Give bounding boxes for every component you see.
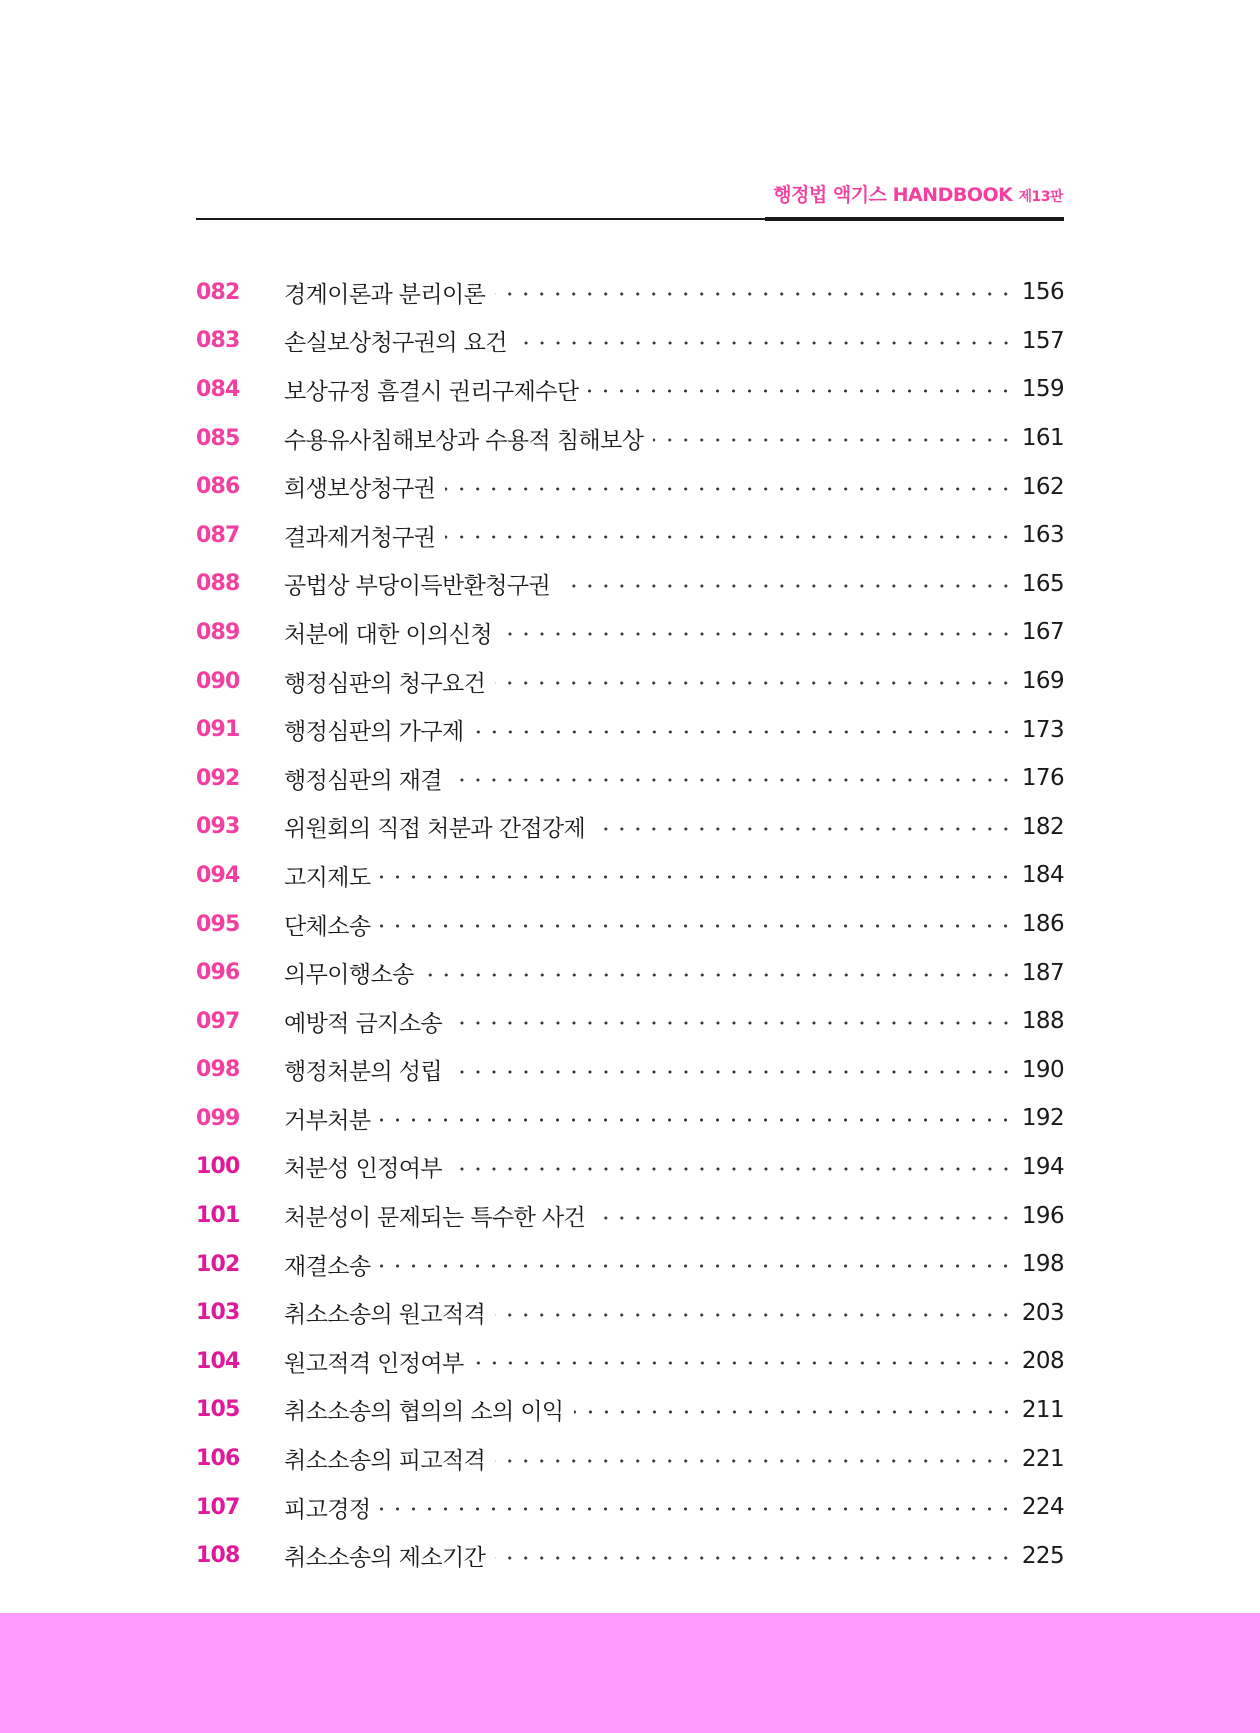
toc-leader-dots	[452, 776, 1014, 784]
toc-entry-page: 208	[1021, 1348, 1064, 1375]
toc-leader-dots	[653, 436, 1014, 444]
toc-entry[interactable]	[196, 560, 1064, 609]
toc-entry-page: 169	[1021, 668, 1064, 695]
toc-leader-dots	[495, 1554, 1014, 1562]
toc-entry-title: 손실보상청구권의 요건	[284, 330, 507, 357]
toc-entry-title: 경계이론과 분리이론	[284, 281, 486, 308]
toc-leader-dots	[445, 533, 1014, 541]
toc-leader-dots	[474, 1359, 1014, 1367]
toc-entry-number: 105	[196, 1397, 240, 1423]
toc-entry-title: 행정심판의 가구제	[284, 719, 464, 746]
toc-entry-page: 194	[1021, 1153, 1064, 1180]
toc-entry-number: 097	[196, 1008, 240, 1034]
running-header	[773, 180, 1063, 210]
toc-leader-dots	[495, 679, 1014, 687]
toc-entry-number: 106	[196, 1446, 240, 1472]
toc-leader-dots	[595, 1214, 1014, 1222]
toc-entry-title: 거부처분	[284, 1107, 371, 1134]
toc-entry-page: 196	[1021, 1202, 1064, 1229]
toc-entry-page: 165	[1021, 570, 1064, 597]
header-rule-accent	[765, 217, 1064, 221]
toc-entry[interactable]	[196, 1143, 1064, 1192]
toc-entry[interactable]	[196, 414, 1064, 463]
table-of-contents	[196, 268, 1064, 1580]
toc-leader-dots	[445, 485, 1014, 493]
toc-entry-page: 225	[1021, 1542, 1064, 1569]
toc-entry-title: 취소소송의 피고적격	[284, 1448, 486, 1475]
toc-entry-page: 157	[1021, 327, 1064, 354]
toc-entry[interactable]	[196, 1191, 1064, 1240]
toc-entry-number: 102	[196, 1251, 240, 1277]
toc-entry-number: 086	[196, 474, 240, 500]
toc-entry-title: 행정심판의 재결	[284, 767, 443, 794]
toc-entry-title: 피고경정	[284, 1496, 371, 1523]
toc-entry-page: 192	[1021, 1105, 1064, 1132]
toc-entry-number: 099	[196, 1105, 240, 1131]
toc-entry[interactable]	[196, 997, 1064, 1046]
toc-leader-dots	[380, 873, 1014, 881]
toc-entry-title: 의무이행소송	[284, 962, 414, 989]
toc-entry-number: 100	[196, 1154, 240, 1180]
toc-entry-title: 보상규정 흠결시 권리구제수단	[284, 378, 579, 405]
toc-leader-dots	[452, 1019, 1014, 1027]
toc-entry-title: 단체소송	[284, 913, 371, 940]
toc-entry[interactable]	[196, 608, 1064, 657]
toc-entry-page: 162	[1021, 473, 1064, 500]
toc-entry[interactable]	[196, 1094, 1064, 1143]
toc-entry-title: 수용유사침해보상과 수용적 침해보상	[284, 427, 644, 454]
toc-leader-dots	[560, 582, 1014, 590]
toc-leader-dots	[380, 1116, 1014, 1124]
toc-entry[interactable]	[196, 268, 1064, 317]
header-handbook-label: HANDBOOK	[892, 184, 1019, 206]
toc-entry-page: 203	[1021, 1299, 1064, 1326]
toc-entry-number: 082	[196, 279, 240, 305]
toc-entry-title: 결과제거청구권	[284, 524, 436, 551]
toc-entry-page: 176	[1021, 765, 1064, 792]
toc-entry-number: 096	[196, 960, 240, 986]
toc-leader-dots	[574, 1408, 1014, 1416]
toc-entry-page: 163	[1021, 522, 1064, 549]
toc-leader-dots	[595, 825, 1014, 833]
toc-entry-number: 090	[196, 668, 240, 694]
toc-entry-number: 089	[196, 619, 240, 645]
toc-entry[interactable]	[196, 1483, 1064, 1532]
toc-entry-number: 087	[196, 522, 240, 548]
toc-entry-title: 위원회의 직접 처분과 간접강제	[284, 816, 586, 843]
toc-entry-title: 희생보상청구권	[284, 476, 436, 503]
toc-entry-number: 095	[196, 911, 240, 937]
toc-entry-page: 167	[1021, 619, 1064, 646]
toc-entry[interactable]	[196, 657, 1064, 706]
toc-leader-dots	[502, 630, 1014, 638]
toc-entry-number: 093	[196, 814, 240, 840]
toc-entry-page: 161	[1021, 425, 1064, 452]
toc-entry[interactable]	[196, 1337, 1064, 1386]
toc-leader-dots	[424, 971, 1014, 979]
toc-leader-dots	[452, 1165, 1014, 1173]
toc-entry-page: 173	[1021, 716, 1064, 743]
toc-entry[interactable]	[196, 851, 1064, 900]
toc-entry-title: 처분에 대한 이의신청	[284, 621, 492, 648]
toc-entry[interactable]	[196, 754, 1064, 803]
toc-entry[interactable]	[196, 1434, 1064, 1483]
toc-leader-dots	[380, 1262, 1014, 1270]
toc-entry-number: 104	[196, 1348, 240, 1374]
toc-entry-page: 211	[1021, 1396, 1064, 1423]
toc-entry[interactable]	[196, 803, 1064, 852]
toc-entry-title: 취소소송의 협의의 소의 이익	[284, 1399, 564, 1426]
toc-leader-dots	[380, 1505, 1014, 1513]
toc-entry-page: 187	[1021, 959, 1064, 986]
toc-entry-page: 198	[1021, 1251, 1064, 1278]
toc-entry-page: 224	[1021, 1494, 1064, 1521]
toc-leader-dots	[495, 290, 1014, 298]
toc-entry-page: 190	[1021, 1056, 1064, 1083]
toc-entry-number: 088	[196, 571, 240, 597]
toc-entry-title: 재결소송	[284, 1253, 371, 1280]
toc-leader-dots	[517, 339, 1014, 347]
toc-entry[interactable]	[196, 317, 1064, 366]
toc-entry-title: 예방적 금지소송	[284, 1010, 443, 1037]
toc-entry[interactable]	[196, 365, 1064, 414]
toc-entry[interactable]	[196, 900, 1064, 949]
toc-entry[interactable]	[196, 1531, 1064, 1580]
toc-entry-title: 처분성 인정여부	[284, 1156, 443, 1183]
header-edition-label: 제13판	[1018, 189, 1063, 205]
toc-leader-dots	[474, 728, 1014, 736]
toc-entry[interactable]	[196, 705, 1064, 754]
toc-entry[interactable]	[196, 511, 1064, 560]
toc-entry-page: 156	[1021, 279, 1064, 306]
toc-entry-page: 159	[1021, 376, 1064, 403]
toc-entry-number: 107	[196, 1494, 240, 1520]
toc-entry-number: 094	[196, 862, 240, 888]
toc-entry-title: 공법상 부당이득반환청구권	[284, 573, 551, 600]
toc-entry[interactable]	[196, 1386, 1064, 1435]
toc-entry-number: 092	[196, 765, 240, 791]
toc-entry[interactable]	[196, 1288, 1064, 1337]
toc-leader-dots	[495, 1311, 1014, 1319]
toc-entry-page: 221	[1021, 1445, 1064, 1472]
toc-leader-dots	[495, 1457, 1014, 1465]
toc-leader-dots	[380, 922, 1014, 930]
toc-entry-title: 행정처분의 성립	[284, 1059, 443, 1086]
toc-entry-title: 취소소송의 제소기간	[284, 1545, 486, 1572]
footer-band	[0, 1613, 1260, 1733]
toc-entry-page: 188	[1021, 1008, 1064, 1035]
toc-leader-dots	[452, 1068, 1014, 1076]
toc-entry-number: 083	[196, 328, 240, 354]
toc-entry-page: 182	[1021, 813, 1064, 840]
toc-entry-title: 고지제도	[284, 864, 371, 891]
toc-entry-title: 원고적격 인정여부	[284, 1350, 464, 1377]
toc-entry-title: 처분성이 문제되는 특수한 사건	[284, 1205, 586, 1232]
toc-entry[interactable]	[196, 948, 1064, 997]
toc-entry-page: 186	[1021, 911, 1064, 938]
toc-entry[interactable]	[196, 462, 1064, 511]
toc-entry-number: 108	[196, 1543, 240, 1569]
toc-entry-number: 103	[196, 1300, 240, 1326]
toc-entry-number: 085	[196, 425, 240, 451]
toc-entry-number: 098	[196, 1057, 240, 1083]
header-book-title: 행정법 액기스	[773, 184, 893, 206]
toc-entry-title: 행정심판의 청구요건	[284, 670, 486, 697]
toc-entry-page: 184	[1021, 862, 1064, 889]
toc-entry-number: 084	[196, 376, 240, 402]
toc-entry-number: 101	[196, 1203, 240, 1229]
toc-entry[interactable]	[196, 1240, 1064, 1289]
toc-entry-title: 취소소송의 원고적격	[284, 1302, 486, 1329]
toc-entry[interactable]	[196, 1046, 1064, 1095]
toc-leader-dots	[588, 387, 1014, 395]
toc-entry-number: 091	[196, 717, 240, 743]
